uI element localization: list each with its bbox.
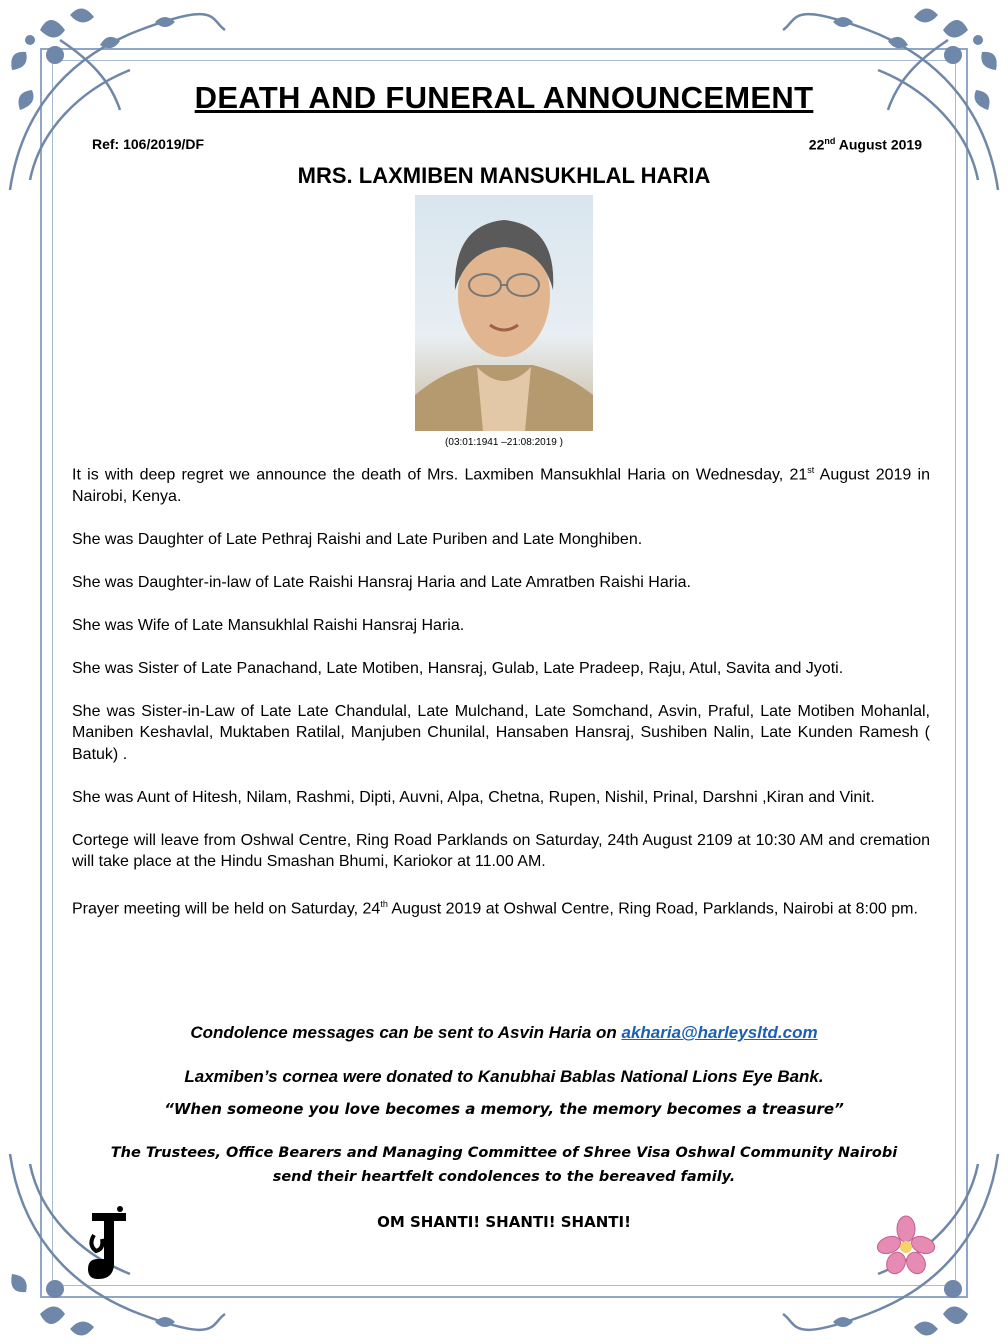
orchid-flower-icon [876, 1215, 936, 1277]
cornea-donation-note: Laxmiben’s cornea were donated to Kanubhai Bablas National Lions Eye Bank. [184, 1067, 824, 1086]
life-dates: (03:01:1941 –21:08:2019 ) [445, 437, 563, 448]
om-shanti: OM SHANTI! SHANTI! SHANTI! [377, 1213, 631, 1231]
page-title: DEATH AND FUNERAL ANNOUNCEMENT [194, 80, 814, 115]
paragraph: She was Daughter of Late Pethraj Raishi and Late Puriben and Late Monghiben. [72, 530, 643, 548]
condolence-email-link[interactable]: akharia@harleysltd.com [621, 1023, 818, 1042]
paragraph: She was Sister of Late Panachand, Late Motiben, Hansraj, Gulab, Late Pradeep, Raju, Atul, Savita and Jyoti. [72, 659, 844, 677]
paragraph: She was Sister-in-Law of Late Late Chandulal, Late Mulchand, Late Somchand, Asvin, Praful, Late Motiben Mohanlal, Maniben Keshavlal, Muktaben Ratilal, Manjuben Chunilal, Hansaben Hansraj, Sushiben Nalin, Late Kunden Ramesh ( Batuk) . [72, 702, 930, 763]
reference-number: Ref: 106/2019/DF [92, 136, 205, 152]
paragraph: She was Daughter-in-law of Late Raishi Hansraj Haria and Late Amratben Raishi Haria. [72, 573, 691, 591]
condolence-line: Condolence messages can be sent to Asvin Haria on akharia@harleysltd.com [190, 1023, 818, 1042]
trustees-condolence: The Trustees, Office Bearers and Managing Committee of Shree Visa Oshwal Community Nairobi send their heartfelt condolences to the bereaved family. [110, 1145, 898, 1185]
paragraph: She was Wife of Late Mansukhlal Raishi Hansraj Haria. [72, 616, 465, 634]
deceased-name: MRS. LAXMIBEN MANSUKHLAL HARIA [297, 163, 711, 188]
memorial-quote: “When someone you love becomes a memory, the memory becomes a treasure” [164, 1100, 844, 1118]
announcement-body [72, 460, 930, 942]
jain-symbol-icon [84, 1205, 134, 1283]
paragraph: She was Aunt of Hitesh, Nilam, Rashmi, Dipti, Auvni, Alpa, Chetna, Rupen, Nishil, Prinal, Darshni ,Kiran and Vinit. [72, 788, 875, 806]
announcement-date: 22nd August 2019 [808, 136, 922, 153]
paragraph: It is with deep regret we announce the death of Mrs. Laxmiben Mansukhlal Haria on Wednesday, 21st August 2019 in Nairobi, Kenya. [72, 465, 931, 505]
paragraph: Cortege will leave from Oshwal Centre, Ring Road Parklands on Saturday, 24th August 2109 at 10:30 AM and cremation will take place at the Hindu Smashan Bhumi, Kariokor at 11.00 AM. [72, 831, 930, 871]
portrait-photo [415, 195, 593, 431]
paragraph: Prayer meeting will be held on Saturday, 24th August 2019 at Oshwal Centre, Ring Road, Parklands, Nairobi at 8:00 pm. [72, 899, 918, 918]
